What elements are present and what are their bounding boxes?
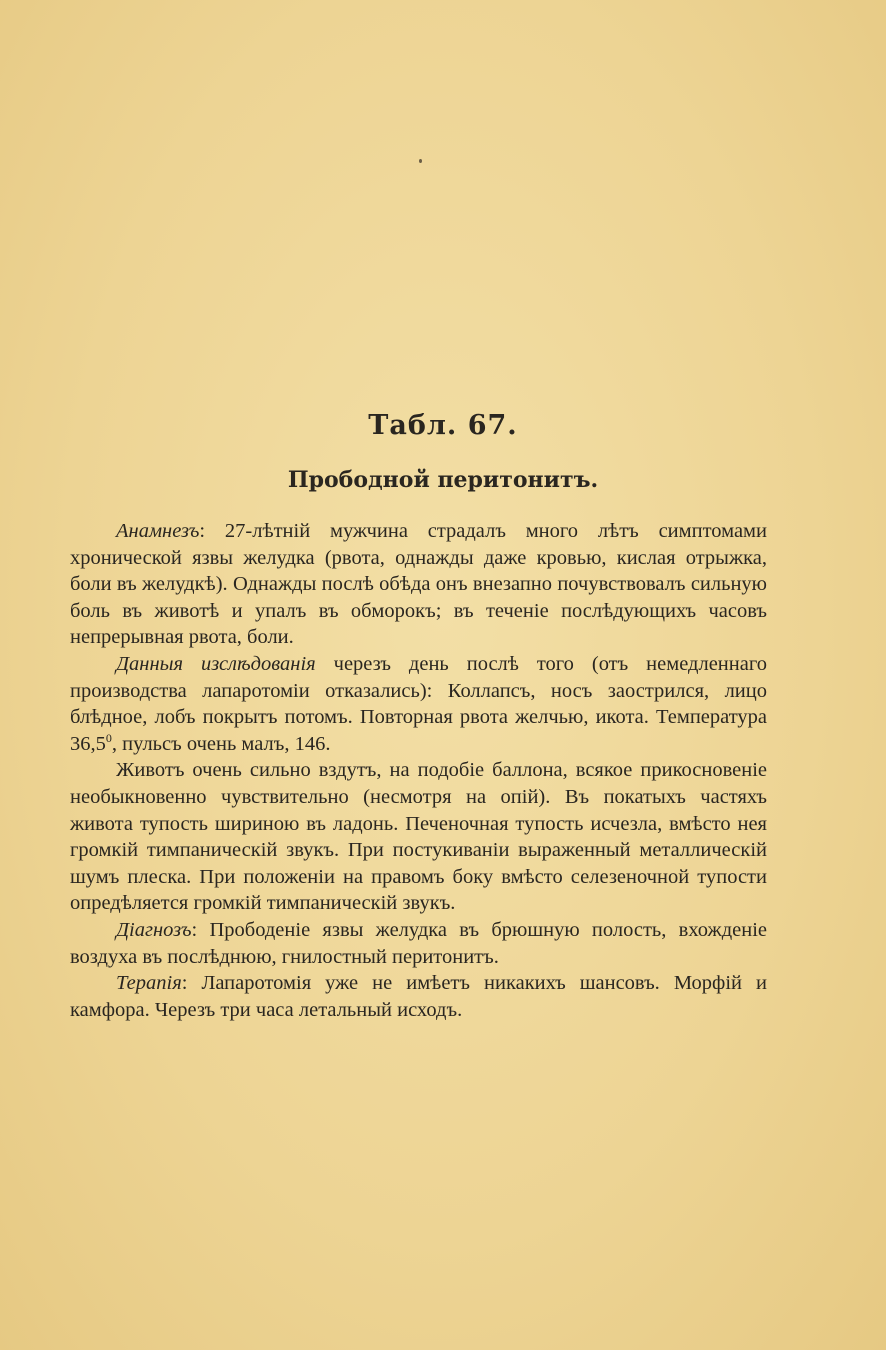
- paper-speck: [419, 159, 422, 163]
- text-therapy: : Лапаротомія уже не имѣетъ никакихъ шансовъ. Морфій и камфора. Черезъ три часа летальный исходъ.: [70, 972, 767, 1021]
- text-examination-end: , пульсъ очень малъ, 146.: [111, 732, 331, 755]
- text-abdomen: Животъ очень сильно вздутъ, на подобіе баллона, всякое прикосновеніе необыкновенно чувствительно (несмотря на опій). Въ покатыхъ частяхъ живота тупость шириною въ ладонь. Печеночная тупость исчезла, вмѣсто нея громкій тимпаническій звукъ. При постукиваніи выраженный металлическій шумъ плеска. При положеніи на правомъ боку вмѣсто селезеночной тупости опредѣляется громкій тимпаническій звукъ.: [70, 759, 767, 915]
- paragraph-examination: [70, 651, 767, 757]
- text-examination: черезъ день послѣ того (отъ немедленнаго производства лапаротоміи отказались): Коллапсъ, носъ заострился, лицо блѣдное, лобъ покрытъ потомъ. Повторная рвота желчью, икота. Температура 36,5: [70, 652, 767, 755]
- body-text: [70, 518, 767, 1023]
- paragraph-diagnosis: [70, 917, 767, 970]
- paragraph-therapy: [70, 970, 767, 1023]
- text-diagnosis: : Прободеніе язвы желудка въ брюшную полость, вхожденіе воздуха въ послѣднюю, гнилостный перитонитъ.: [70, 918, 767, 968]
- lead-therapy: Терапія: [116, 972, 182, 995]
- lead-diagnosis: Діагнозъ: [116, 918, 192, 941]
- page-title: Прободной перитонитъ.: [287, 467, 599, 493]
- lead-anamnesis: Анамнезъ: [116, 520, 200, 542]
- paragraph-abdomen: [70, 757, 767, 917]
- paragraph-anamnesis: [70, 518, 767, 651]
- text-anamnesis: : 27-лѣтній мужчина страдалъ много лѣтъ симптомами хронической язвы желудка (рвота, однажды даже кровью, кислая отрыжка, боли въ желудкѣ). Однажды послѣ обѣда онъ внезапно почувствовалъ сильную боль въ животѣ и упалъ въ обморокъ; въ теченіе послѣдующихъ часовъ непрерывная рвота, боли.: [70, 520, 767, 649]
- degree-sup: 0: [105, 730, 112, 745]
- table-number: Табл. 67.: [368, 410, 518, 441]
- lead-examination: Данныя изслѣдованія: [116, 652, 316, 675]
